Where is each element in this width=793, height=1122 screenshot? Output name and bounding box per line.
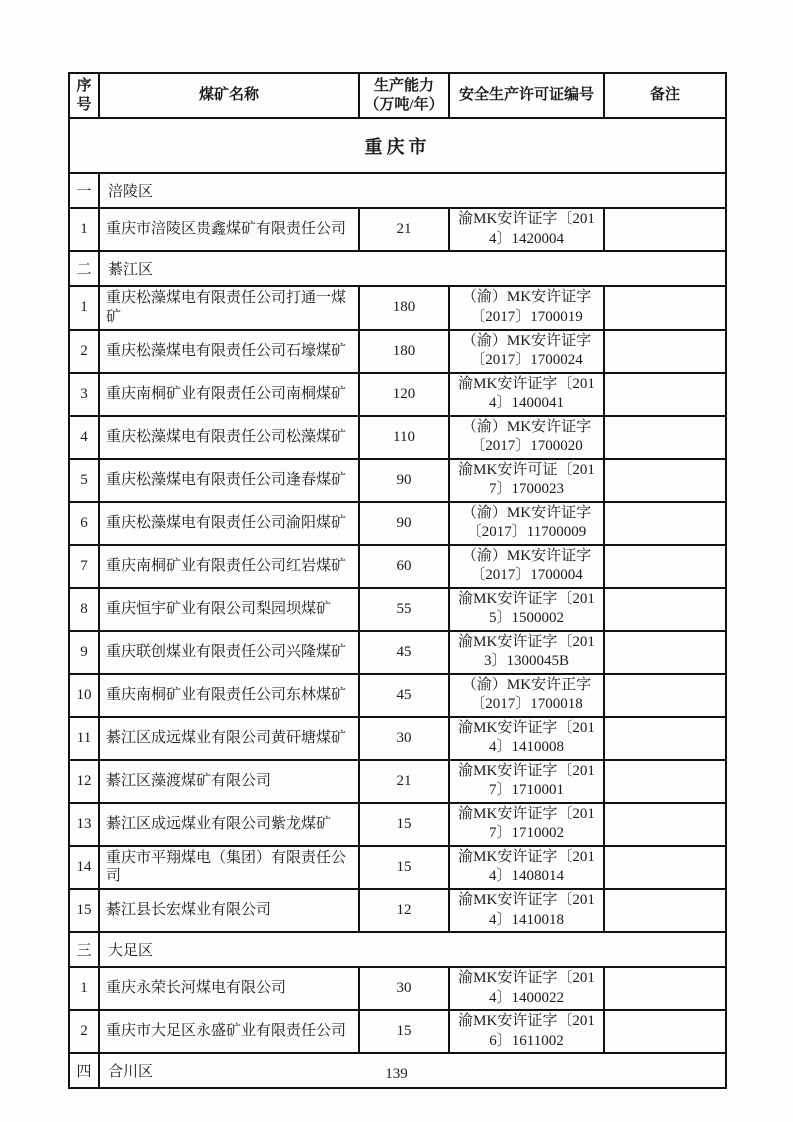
row-serial: 2: [69, 1010, 99, 1053]
mine-name: 重庆市平翔煤电（集团）有限责任公司: [99, 846, 359, 890]
remark-cell: [604, 286, 726, 330]
capacity-value: 21: [359, 760, 449, 803]
capacity-value: 45: [359, 631, 449, 674]
mine-row: [69, 1010, 726, 1053]
mine-name: 綦江区成远煤业有限公司黄矸塘煤矿: [99, 717, 359, 760]
section-row: [69, 932, 726, 967]
license-number: 渝MK安许证字〔2014〕1420004: [449, 208, 604, 251]
header-capacity-line2: （万吨/年）: [364, 96, 444, 113]
mine-row: [69, 502, 726, 545]
mine-name: 重庆松藻煤电有限责任公司石壕煤矿: [99, 330, 359, 373]
mine-name: 重庆松藻煤电有限责任公司松藻煤矿: [99, 416, 359, 459]
mine-row: [69, 459, 726, 502]
license-number: 渝MK安许证字〔2014〕1400041: [449, 373, 604, 416]
section-index: 一: [69, 173, 99, 208]
mine-name: 重庆联创煤业有限责任公司兴隆煤矿: [99, 631, 359, 674]
row-serial: 6: [69, 502, 99, 545]
mine-row: [69, 803, 726, 846]
mine-name: 重庆松藻煤电有限责任公司逢春煤矿: [99, 459, 359, 502]
mine-row: [69, 760, 726, 803]
header-capacity-line1: 生产能力: [373, 77, 434, 94]
capacity-value: 90: [359, 502, 449, 545]
capacity-value: 30: [359, 967, 449, 1010]
mine-row: [69, 286, 726, 330]
mine-name: 重庆松藻煤电有限责任公司打通一煤矿: [99, 286, 359, 330]
row-serial: 9: [69, 631, 99, 674]
remark-cell: [604, 631, 726, 674]
mine-row: [69, 588, 726, 631]
city-title: 重庆市: [69, 118, 726, 173]
license-number: 渝MK安许证字〔2016〕1611002: [449, 1010, 604, 1053]
section-index: 四: [69, 1053, 99, 1088]
capacity-value: 90: [359, 459, 449, 502]
row-serial: 1: [69, 967, 99, 1010]
mine-name: 重庆市涪陵区贵鑫煤矿有限责任公司: [99, 208, 359, 251]
license-number: 渝MK安许证字〔2014〕1410008: [449, 717, 604, 760]
remark-cell: [604, 416, 726, 459]
mine-row: [69, 674, 726, 717]
section-region: 綦江区: [99, 251, 726, 286]
header-capacity: [359, 73, 449, 118]
capacity-value: 15: [359, 846, 449, 890]
remark-cell: [604, 1010, 726, 1053]
mine-row: [69, 330, 726, 373]
section-index: 二: [69, 251, 99, 286]
capacity-value: 180: [359, 286, 449, 330]
row-serial: 13: [69, 803, 99, 846]
remark-cell: [604, 588, 726, 631]
mine-name: 綦江区成远煤业有限公司紫龙煤矿: [99, 803, 359, 846]
mine-name: 重庆恒宇矿业有限公司梨园坝煤矿: [99, 588, 359, 631]
mine-row: [69, 846, 726, 890]
remark-cell: [604, 760, 726, 803]
license-number: 渝MK安许可证〔2017〕1700023: [449, 459, 604, 502]
section-row: [69, 251, 726, 286]
mine-row: [69, 889, 726, 932]
capacity-value: 15: [359, 803, 449, 846]
remark-cell: [604, 889, 726, 932]
header-serial: 序号: [69, 73, 99, 118]
license-number: 渝MK安许证字〔2014〕1410018: [449, 889, 604, 932]
mine-name: 綦江区藻渡煤矿有限公司: [99, 760, 359, 803]
license-number: 渝MK安许证字〔2014〕1408014: [449, 846, 604, 890]
city-row: [69, 118, 726, 173]
row-serial: 7: [69, 545, 99, 588]
mine-name: 重庆南桐矿业有限责任公司东林煤矿: [99, 674, 359, 717]
license-number: （渝）MK安许证字〔2017〕1700004: [449, 545, 604, 588]
mine-row: [69, 416, 726, 459]
coal-mine-table: [68, 72, 727, 1089]
remark-cell: [604, 717, 726, 760]
mine-name: 重庆南桐矿业有限责任公司红岩煤矿: [99, 545, 359, 588]
capacity-value: 120: [359, 373, 449, 416]
capacity-value: 110: [359, 416, 449, 459]
capacity-value: 60: [359, 545, 449, 588]
row-serial: 11: [69, 717, 99, 760]
row-serial: 15: [69, 889, 99, 932]
mine-row: [69, 717, 726, 760]
capacity-value: 30: [359, 717, 449, 760]
remark-cell: [604, 373, 726, 416]
mine-name: 重庆松藻煤电有限责任公司渝阳煤矿: [99, 502, 359, 545]
mine-row: [69, 631, 726, 674]
remark-cell: [604, 330, 726, 373]
license-number: （渝）MK安许证字〔2017〕11700009: [449, 502, 604, 545]
remark-cell: [604, 502, 726, 545]
section-region: 涪陵区: [99, 173, 726, 208]
header-remark: 备注: [604, 73, 726, 118]
coal-mine-table-body: [69, 73, 726, 1088]
remark-cell: [604, 208, 726, 251]
mine-name: 重庆市大足区永盛矿业有限责任公司: [99, 1010, 359, 1053]
mine-row: [69, 545, 726, 588]
license-number: （渝）MK安许证字〔2017〕1700019: [449, 286, 604, 330]
section-index: 三: [69, 932, 99, 967]
license-number: 渝MK安许证字〔2017〕1710002: [449, 803, 604, 846]
page-number: 139: [385, 1066, 408, 1082]
license-number: 渝MK安许证字〔2014〕1400022: [449, 967, 604, 1010]
mine-name: 綦江县长宏煤业有限公司: [99, 889, 359, 932]
capacity-value: 180: [359, 330, 449, 373]
remark-cell: [604, 459, 726, 502]
table-header-row: [69, 73, 726, 118]
license-number: （渝）MK安许证字〔2017〕1700020: [449, 416, 604, 459]
license-number: 渝MK安许证字〔2015〕1500002: [449, 588, 604, 631]
mine-row: [69, 967, 726, 1010]
capacity-value: 21: [359, 208, 449, 251]
section-region: 大足区: [99, 932, 726, 967]
row-serial: 10: [69, 674, 99, 717]
row-serial: 1: [69, 208, 99, 251]
license-number: （渝）MK安许正字〔2017〕1700018: [449, 674, 604, 717]
header-mine-name: 煤矿名称: [99, 73, 359, 118]
row-serial: 2: [69, 330, 99, 373]
row-serial: 4: [69, 416, 99, 459]
mine-row: [69, 373, 726, 416]
remark-cell: [604, 674, 726, 717]
remark-cell: [604, 803, 726, 846]
remark-cell: [604, 967, 726, 1010]
remark-cell: [604, 846, 726, 890]
row-serial: 12: [69, 760, 99, 803]
row-serial: 5: [69, 459, 99, 502]
mine-name: 重庆南桐矿业有限责任公司南桐煤矿: [99, 373, 359, 416]
mine-row: [69, 208, 726, 251]
license-number: 渝MK安许证字〔2017〕1710001: [449, 760, 604, 803]
header-license: 安全生产许可证编号: [449, 73, 604, 118]
row-serial: 3: [69, 373, 99, 416]
row-serial: 14: [69, 846, 99, 890]
remark-cell: [604, 545, 726, 588]
section-row: [69, 173, 726, 208]
capacity-value: 12: [359, 889, 449, 932]
capacity-value: 45: [359, 674, 449, 717]
capacity-value: 55: [359, 588, 449, 631]
mine-name: 重庆永荣长河煤电有限公司: [99, 967, 359, 1010]
row-serial: 1: [69, 286, 99, 330]
license-number: （渝）MK安许证字〔2017〕1700024: [449, 330, 604, 373]
section-region: 合川区: [99, 1053, 726, 1088]
row-serial: 8: [69, 588, 99, 631]
license-number: 渝MK安许证字〔2013〕1300045B: [449, 631, 604, 674]
capacity-value: 15: [359, 1010, 449, 1053]
